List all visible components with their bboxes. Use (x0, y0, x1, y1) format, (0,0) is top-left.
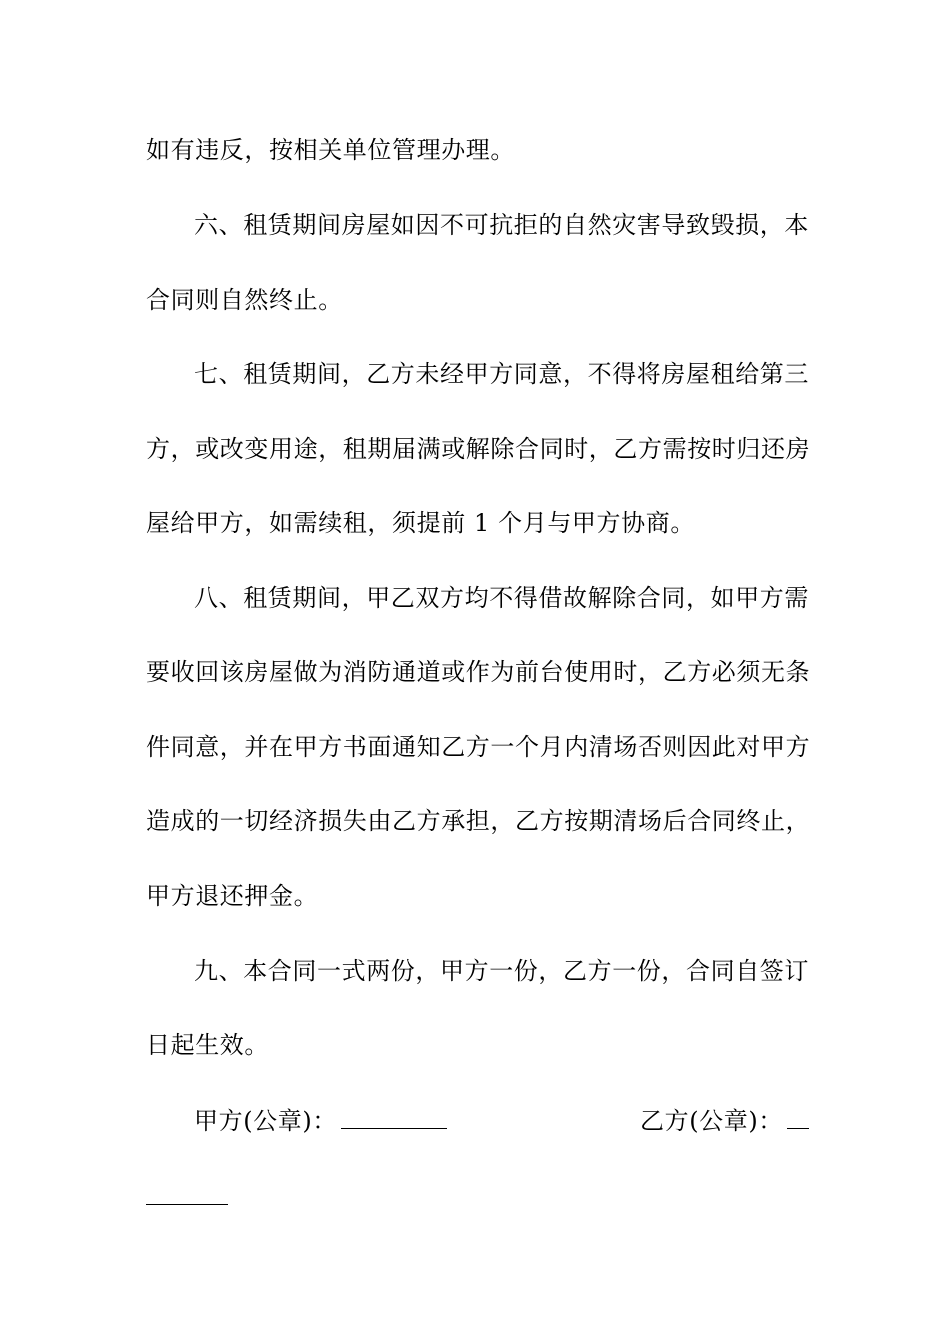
clause-7-line-2: 方，或改变用途，租期届满或解除合同时，乙方需按时归还房 (146, 435, 811, 463)
clause-9-line-2: 日起生效。 (146, 1031, 269, 1059)
clause-6-line-2: 合同则自然终止。 (146, 286, 343, 314)
clause-8-line-5: 甲方退还押金。 (146, 882, 319, 910)
clause-7-line-1: 七、租赁期间，乙方未经甲方同意，不得将房屋租给第三 (194, 360, 809, 388)
clause-8-line-1: 八、租赁期间，甲乙双方均不得借故解除合同，如甲方需 (194, 584, 809, 612)
clause-8-line-3: 件同意，并在甲方书面通知乙方一个月内清场否则因此对甲方 (146, 733, 811, 761)
clause-6-line-1: 六、租赁期间房屋如因不可抗拒的自然灾害导致毁损，本 (194, 211, 809, 239)
clause-8-line-2: 要收回该房屋做为消防通道或作为前台使用时，乙方必须无条 (146, 658, 811, 686)
clause-9-line-1: 九、本合同一式两份，甲方一份，乙方一份，合同自签订 (194, 957, 809, 985)
text-line: 如有违反，按相关单位管理办理。 (146, 136, 515, 164)
party-b-signature (640, 1106, 809, 1136)
clause-7-line-3: 屋给甲方，如需续租，须提前 1 个月与甲方协商。 (146, 509, 695, 537)
party-a-signature (194, 1106, 447, 1136)
party-b-signature-blank[interactable] (787, 1106, 809, 1129)
party-a-signature-blank[interactable] (341, 1106, 447, 1129)
party-b-signature-blank-continued[interactable] (146, 1204, 228, 1205)
party-b-label: 乙方(公章)： (640, 1107, 783, 1135)
party-a-label: 甲方(公章)： (194, 1107, 337, 1135)
clause-8-line-4: 造成的一切经济损失由乙方承担，乙方按期清场后合同终止， (146, 807, 811, 835)
